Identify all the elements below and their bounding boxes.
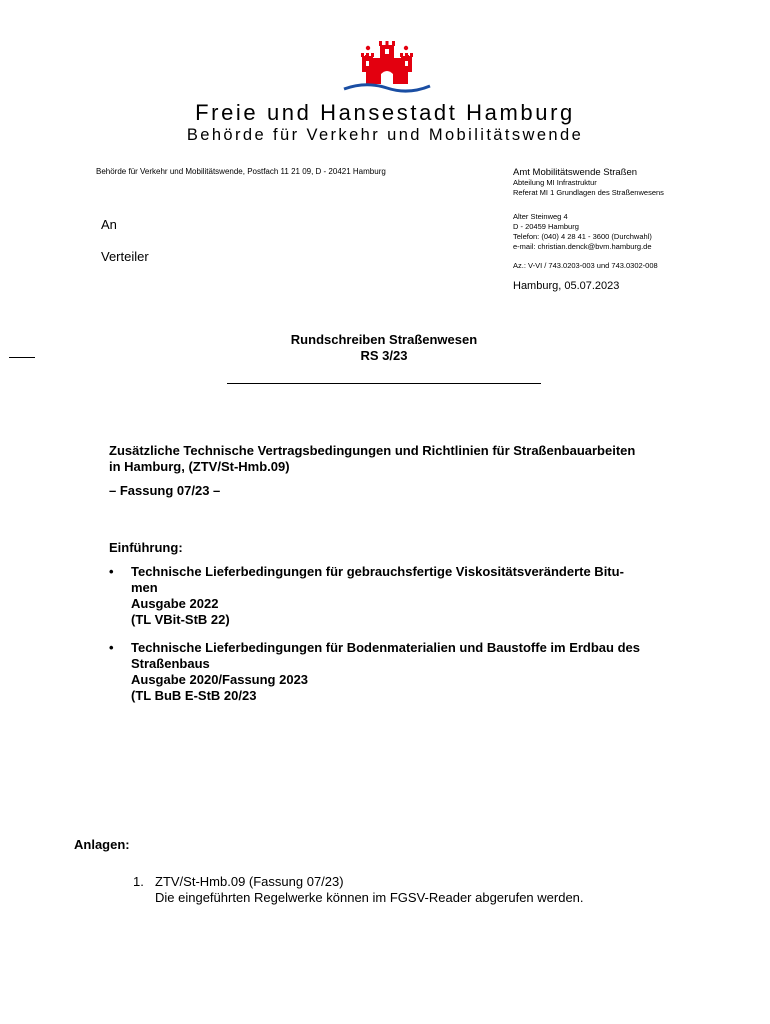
logo-wave [344,85,430,91]
list-item-edition: Ausgabe 2022 [131,596,219,611]
subject-version: – Fassung 07/23 – [109,483,221,498]
fold-mark [9,357,35,358]
subject-line1: Zusätzliche Technische Vertragsbedingungen und Richtlinien für Straßenbauarbeiten [109,443,636,458]
subject-line2: in Hamburg, (ZTV/St-Hmb.09) [109,459,290,474]
sender-unit: Referat MI 1 Grundlagen des Straßenwesens [513,188,664,197]
recipient-label: An [101,217,117,232]
list-item-line1: Technische Lieferbedingungen für gebrauchsfertige Viskositätsveränderte Bitu- [131,564,624,579]
circular-title [227,332,541,364]
list-item [109,640,709,704]
sender-phone: Telefon: (040) 4 28 41 - 3600 (Durchwahl) [513,232,652,241]
attachments-heading: Anlagen: [74,837,130,852]
attachment-item [133,874,584,906]
attachment-title: ZTV/St-Hmb.09 (Fassung 07/23) [155,874,344,889]
list-item-line2: men [131,580,158,595]
attachment-number: 1. [133,874,144,889]
subject-block [109,443,709,499]
bullet-icon: • [109,564,114,579]
list-item-abbr: (TL VBit-StB 22) [131,612,230,627]
list-item-line1: Technische Lieferbedingungen für Bodenmaterialien und Baustoffe im Erdbau des [131,640,640,655]
title-divider [227,383,541,384]
recipient-list: Verteiler [101,249,149,264]
letter-date: Hamburg, 05.07.2023 [513,280,620,292]
sender-address-block [513,212,652,252]
sender-street: Alter Steinweg 4 [513,212,568,221]
sender-office: Amt Mobilitätswende Straßen [513,167,638,178]
circular-number: RS 3/23 [360,348,408,363]
sender-city: D - 20459 Hamburg [513,222,579,231]
circular-title-line1: Rundschreiben Straßenwesen [290,332,478,347]
attachment-note: Die eingeführten Regelwerke können im FGSV-Reader abgerufen werden. [155,890,584,905]
list-item-line2: Straßenbaus [131,656,210,671]
list-item-edition: Ausgabe 2020/Fassung 2023 [131,672,309,687]
organization-department: Behörde für Verkehr und Mobilitätswende [186,126,584,144]
list-item [109,564,709,628]
sender-division: Abteilung MI Infrastruktur [513,178,597,187]
sender-office-block [513,167,753,198]
file-reference: Az.: V-VI / 743.0203-003 und 743.0302-008 [513,261,658,270]
hamburg-castle-coat-of-arms-icon [342,36,432,94]
sender-email: e-mail: christian.denck@bvm.hamburg.de [513,242,652,251]
organization-name: Freie und Hansestadt Hamburg [195,100,575,125]
introduction-heading: Einführung: [109,540,183,555]
return-address: Behörde für Verkehr und Mobilitätswende, Postfach 11 21 09, D - 20421 Hamburg [96,167,386,176]
bullet-icon: • [109,640,114,655]
list-item-abbr: (TL BuB E-StB 20/23 [131,688,257,703]
